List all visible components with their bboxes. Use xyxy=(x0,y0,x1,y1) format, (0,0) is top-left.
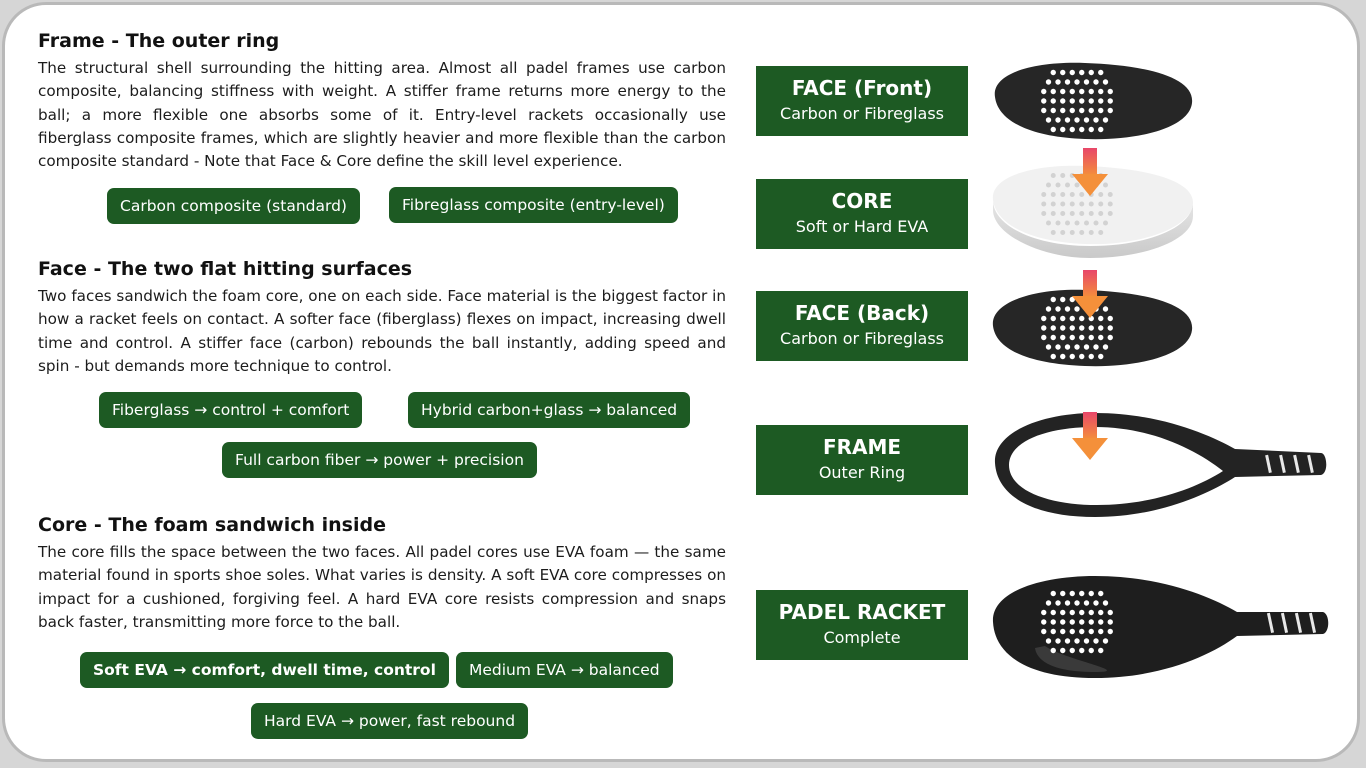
component-sub: Carbon or Fibreglass xyxy=(780,104,944,123)
arrow-down-icon xyxy=(1070,148,1110,198)
core-section xyxy=(38,514,726,634)
component-label-face-front xyxy=(756,66,968,136)
component-sub: Complete xyxy=(823,628,901,647)
face-section xyxy=(38,258,726,378)
component-name: FRAME xyxy=(822,435,902,459)
frame-illustration xyxy=(985,405,1335,530)
chip-medium-eva[interactable]: Medium EVA → balanced xyxy=(456,652,673,688)
core-section-body: The core fills the space between the two faces. All padel cores use EVA foam — the same material found in sports shoe soles. What varies is density. A soft EVA core compresses on impact for a cushioned, forgiving feel. A hard EVA core resists compression and snaps back faster, transmitting more force to the ball. xyxy=(38,543,726,631)
frame-section-title: Frame - The outer ring xyxy=(38,30,280,52)
component-label-frame xyxy=(756,425,968,495)
arrow-down-icon xyxy=(1070,270,1110,320)
chip-carbon-composite[interactable]: Carbon composite (standard) xyxy=(107,188,360,224)
component-label-complete xyxy=(756,590,968,660)
face-front-illustration xyxy=(985,55,1200,145)
component-name: FACE (Front) xyxy=(791,76,933,100)
chip-full-carbon-face[interactable]: Full carbon fiber → power + precision xyxy=(222,442,537,478)
face-section-title: Face - The two flat hitting surfaces xyxy=(38,258,413,280)
component-sub: Soft or Hard EVA xyxy=(795,217,929,236)
chip-soft-eva[interactable]: Soft EVA → comfort, dwell time, control xyxy=(80,652,449,688)
chip-hard-eva[interactable]: Hard EVA → power, fast rebound xyxy=(251,703,528,739)
component-name: FACE (Back) xyxy=(794,301,930,325)
complete-racket-illustration xyxy=(985,570,1335,685)
core-section-title: Core - The foam sandwich inside xyxy=(38,514,386,536)
face-section-body: Two faces sandwich the foam core, one on each side. Face material is the biggest factor in how a racket feels on contact. A softer face (fiberglass) flexes on impact, increasing dwell time and control. A stiffer face (carbon) rebounds the ball instantly, adding speed and spin - but demands more technique to control. xyxy=(38,287,726,375)
component-name: PADEL RACKET xyxy=(778,600,946,624)
frame-section xyxy=(38,30,726,173)
component-name: CORE xyxy=(831,189,893,213)
component-sub: Carbon or Fibreglass xyxy=(780,329,944,348)
component-label-face-back xyxy=(756,291,968,361)
component-label-core xyxy=(756,179,968,249)
frame-section-body: The structural shell surrounding the hitting area. Almost all padel frames use carbon composite, balancing stiffness with weight. A stiffer frame returns more energy to the ball; a more flexible one absorbs some of it. Entry-level rackets occasionally use fiberglass composite frames, which are slightly heavier and more flexible than the carbon composite standard - Note that Face & Core define the skill level experience. xyxy=(38,59,726,171)
arrow-down-icon xyxy=(1070,412,1110,462)
chip-fibreglass-composite[interactable]: Fibreglass composite (entry-level) xyxy=(389,187,678,223)
component-sub: Outer Ring xyxy=(818,463,906,482)
chip-fiberglass-face[interactable]: Fiberglass → control + comfort xyxy=(99,392,362,428)
chip-hybrid-face[interactable]: Hybrid carbon+glass → balanced xyxy=(408,392,690,428)
